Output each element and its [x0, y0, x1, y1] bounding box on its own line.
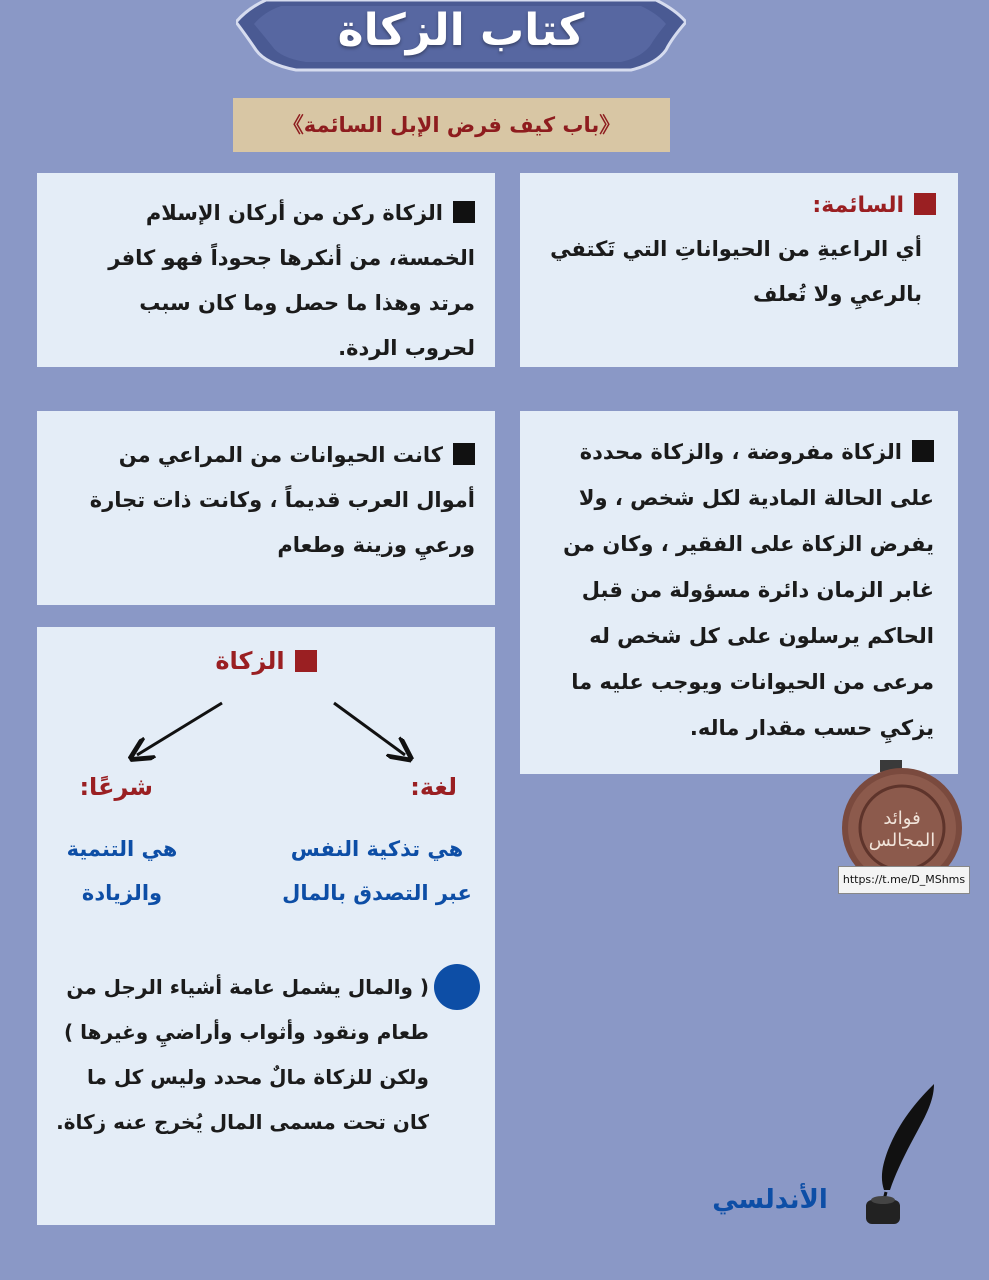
animals-text: كانت الحيوانات من المراعي من أموال العرب قديماً ، وكانت ذات تجارة ورعيِ وزينة وطعام [89, 443, 475, 557]
box-obligation [520, 411, 958, 774]
saema-text: أي الراعيةِ من الحيواناتِ التي تَكتفي بالرعيِ ولا تُعلف [550, 237, 922, 306]
lugha-label: لغة: [410, 773, 457, 801]
box-pillar [37, 173, 495, 367]
zakat-heading: الزكاة [215, 647, 285, 675]
shar-line2: والزيادة [81, 881, 163, 905]
pillar-text: الزكاة ركن من أركان الإسلام الخمسة، من أنكرها جحوداً فهو كافر مرتد وهذا ما حصل وما كان سبب لحروب الردة. [108, 201, 475, 360]
quill-pen-icon [860, 1080, 940, 1230]
lugha-line1: هي تذكية النفس [290, 837, 464, 861]
title-banner [236, 0, 686, 78]
shar-label: شرعًا: [79, 773, 153, 801]
note-text: ( والمال يشمل عامة أشياء الرجل من طعام ونقود وأثواب وأراضيِ وغيرها ) ولكن للزكاة مالٌ محدد وليس كل ما كان تحت مسمى المال يُخرج عنه زكاة. [56, 975, 429, 1134]
saema-heading: السائمة: [812, 193, 904, 218]
box-animals [37, 411, 495, 605]
diagram-arrows [37, 627, 495, 787]
red-square-icon [914, 193, 936, 215]
blue-dot-icon [434, 964, 480, 1010]
box-saema [520, 173, 958, 367]
black-square-icon [912, 440, 934, 462]
lugha-line2: عبر التصدق بالمال [282, 881, 472, 905]
svg-text:المجالس: المجالس [868, 830, 936, 851]
author-signature: الأندلسي [712, 1185, 828, 1215]
chapter-subtitle: 《باب كيف فرض الإبل السائمة》 [233, 98, 670, 152]
obligation-text: الزكاة مفروضة ، والزكاة محددة على الحالة المادية لكل شخص ، ولا يفرض الزكاة على الفقير ، وكان من غابر الزمان دائرة مسؤولة من قبل الحاكم يرسلون على كل شخص له مرعى من الحيوانات ويوجب عليه ما يزكيِ حسب مقدار ماله. [563, 440, 934, 740]
arrow-right [334, 703, 405, 755]
page-title: كتاب الزكاة [337, 5, 585, 56]
seal-lettering: فوائد [883, 808, 921, 829]
box-definition [37, 627, 495, 1225]
shar-line1: هي التنمية [66, 837, 178, 861]
black-square-icon [453, 443, 475, 465]
channel-link[interactable]: https://t.me/D_MShms [838, 866, 970, 894]
black-square-icon [453, 201, 475, 223]
arrow-left [137, 703, 222, 755]
